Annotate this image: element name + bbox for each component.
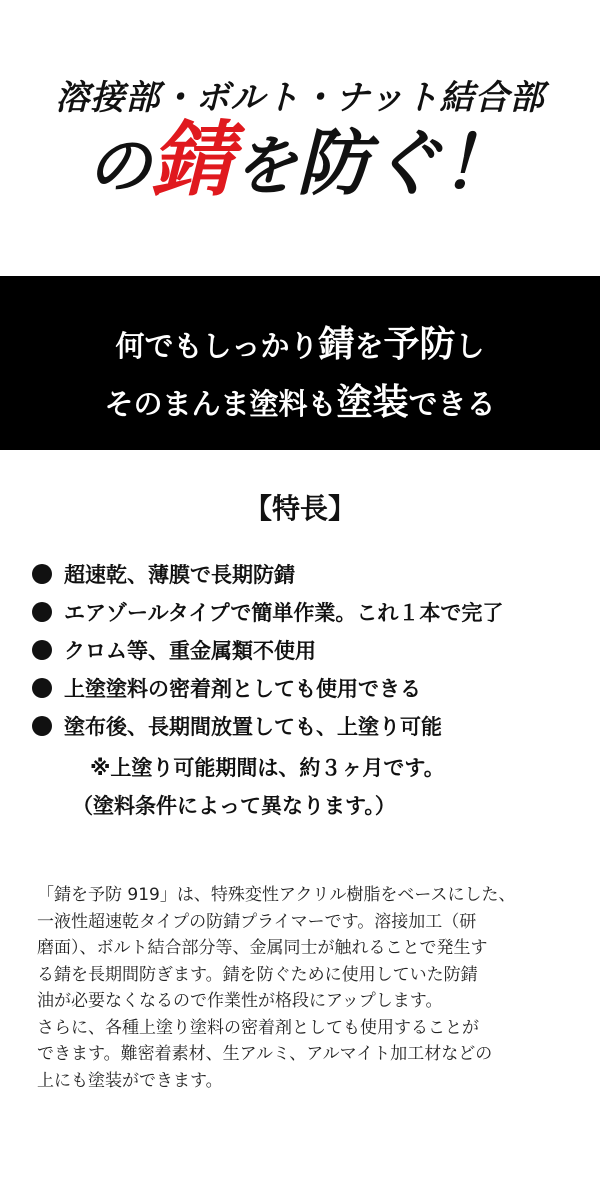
catchphrase-2-text-b: 塗装 [336, 382, 409, 423]
catchphrase-1-text-a: 何でもしっかり [115, 329, 319, 363]
feature-text: 塗布後、長期間放置しても、上塗り可能 [64, 715, 442, 739]
features-title: 【特長】 [243, 492, 356, 525]
description-line: 油が必要なくなるので作業性が格段にアップします。 [37, 991, 443, 1011]
feature-text: エアゾールタイプで簡単作業。これ１本で完了 [64, 601, 504, 625]
bullet-icon [32, 640, 52, 660]
bullet-icon [32, 564, 52, 584]
feature-note-period: ※上塗り可能期間は、約３ヶ月です。 [90, 756, 445, 780]
description-line: できます。難密着素材、生アルミ、アルマイト加工材などの [37, 1044, 493, 1064]
headline-particle: を [232, 130, 297, 204]
catchphrase-2-text-a: そのまんま塗料も [104, 387, 337, 421]
feature-text: 超速乾、薄膜で長期防錆 [64, 563, 295, 587]
features-list [32, 556, 592, 746]
headline-line-2 [0, 113, 600, 208]
feature-text: クロム等、重金属類不使用 [64, 639, 316, 663]
feature-item [32, 632, 592, 670]
description-line: る錆を長期間防ぎます。錆を防ぐために使用していた防錆 [37, 964, 478, 985]
catchphrase-1-text-e: し [455, 329, 485, 363]
feature-item [32, 594, 592, 632]
feature-item [32, 670, 592, 708]
headline-prefix: の [86, 130, 151, 204]
feature-text: 上塗塗料の密着剤としても使用できる [64, 677, 421, 701]
bullet-icon [32, 716, 52, 736]
catchphrase-line-2 [0, 374, 600, 425]
description-line: 上にも塗装ができます。 [37, 1070, 223, 1091]
description-line: 磨面）、ボルト結合部分等、金属同士が触れることで発生す [37, 938, 488, 958]
catchphrase-1-text-b: 錆 [318, 324, 355, 365]
headline-rust-character: 錆 [150, 113, 233, 208]
feature-item [32, 708, 592, 746]
feature-note-condition: （塗料条件によって異なります。） [72, 794, 396, 818]
catchphrase-band [0, 276, 600, 450]
catchphrase-1-text-d: 予防 [383, 324, 456, 365]
bullet-icon [32, 602, 52, 622]
bullet-icon [32, 678, 52, 698]
product-description [37, 882, 577, 1094]
description-line: さらに、各種上塗り塗料の密着剤としても使用することが [37, 1017, 479, 1038]
description-line: 一液性超速乾タイプの防錆プライマーです。溶接加工（研 [37, 911, 477, 932]
headline-suffix: ぐ！ [369, 121, 514, 205]
catchphrase-line-1 [0, 316, 600, 367]
catchphrase-1-text-c: を [354, 329, 384, 363]
headline-line-1: 溶接部・ボルト・ナット結合部 [55, 78, 545, 118]
headline [0, 0, 600, 275]
feature-item [32, 556, 592, 594]
catchphrase-2-text-c: できる [408, 387, 496, 421]
description-line: 「錆を予防 919」は、特殊変性アクリル樹脂をベースにした、 [37, 885, 516, 905]
headline-verb: 防 [296, 121, 369, 205]
